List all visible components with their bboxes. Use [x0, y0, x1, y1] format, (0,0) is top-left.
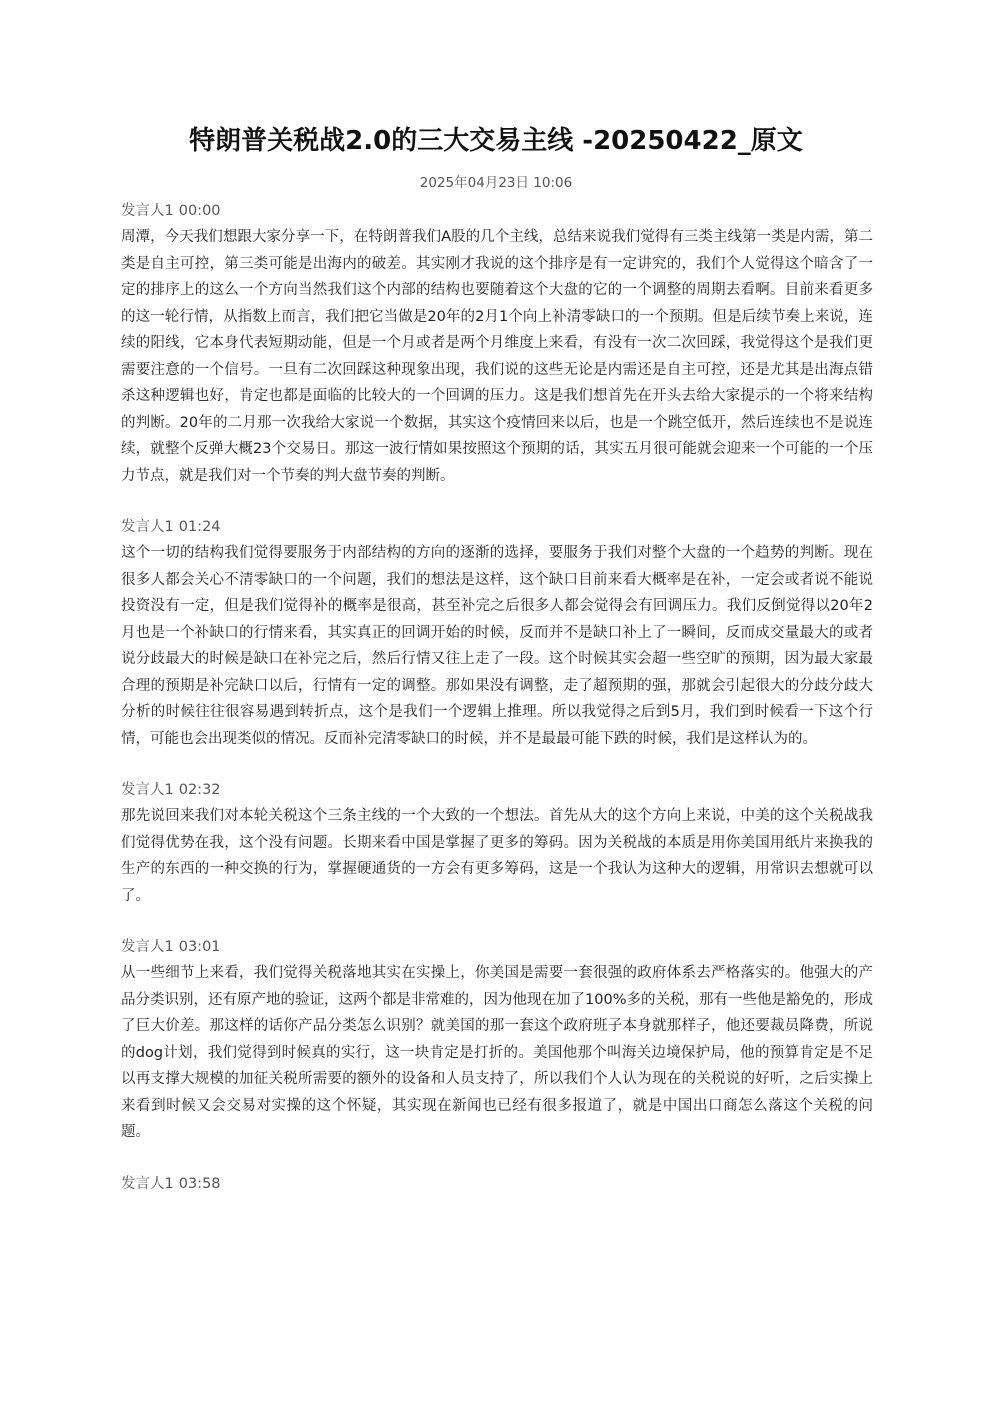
- segment-text: 这个一切的结构我们觉得要服务于内部结构的方向的逐渐的选择，要服务于我们对整个大盘的一个趋势的判断。现在很多人都会关心不清零缺口的一个问题，我们的想法是这样，这个缺口目前来看大概率是在补，一定会或者说不能说投资没有一定，但是我们觉得补的概率是很高，甚至补完之后很多人都会觉得会有回调压力。我们反倒觉得以20年2月也是一个补缺口的行情来看，其实真正的回调开始的时候，反而并不是缺口补上了一瞬间，反而成交量最大的或者说分歧最大的时候是缺口在补完之后，然后行情又往上走了一段。这个时候其实会超一些空旷的预期，因为最大家最合理的预期是补完缺口以后，行情有一定的调整。那如果没有调整，走了超预期的强，那就会引起很大的分歧分歧大分析的时候往往很容易遇到转折点，这个是我们一个逻辑上推理。所以我觉得之后到5月，我们到时候看一下这个行情，可能也会出现类似的情况。反而补完清零缺口的时候，并不是最最可能下跌的时候，我们是这样认为的。: [121, 545, 873, 747]
- speaker-line: [121, 1171, 873, 1197]
- transcript: [121, 198, 873, 1222]
- segment-text: 周潭，今天我们想跟大家分享一下，在特朗普我们A股的几个主线，总结来说我们觉得有三类主线第一类是内需，第二类是自主可控，第三类可能是出海内的破差。其实刚才我说的这个排序是有一定讲究的，我们个人觉得这个暗含了一定的排序上的这么一个方向当然我们这个内部的结构也要随着这个大盘的它的一个调整的周期去看啊。目前来看更多的这一轮行情，从指数上而言，我们把它当做是20年的2月1个向上补清零缺口的一个预期。但是后续节奏上来说，连续的阳线，它本身代表短期动能，但是一个月或者是两个月维度上来看，有没有一次二次回踩，我觉得这个是我们更需要注意的一个信号。一旦有二次回踩这种现象出现，我们说的这些无论是内需还是自主可控，还是尤其是出海点错杀这种逻辑也好，肯定也都是面临的比较大的一个回调的压力。这是我们想首先在开头去给大家提示的一个将来结构的判断。20年的二月那一次我给大家说一个数据，其实这个疫情回来以后，也是一个跳空低开，然后连续也不是说连续，就整个反弹大概23个交易日。那这一波行情如果按照这个预期的话，其实五月很可能就会迎来一个可能的一个压力节点，就是我们对一个节奏的判大盘节奏的判断。: [121, 229, 873, 484]
- speaker-line: [121, 198, 873, 224]
- speaker-line: [121, 777, 873, 803]
- document-date: 2025年04月23日 10:06: [419, 175, 573, 191]
- segment-timestamp: 03:58: [178, 1175, 221, 1192]
- segment-timestamp: 02:32: [178, 782, 221, 798]
- segment-text: 从一些细节上来看，我们觉得关税落地其实在实操上，你美国是需要一套很强的政府体系去严格落实的。他强大的产品分类识别，还有原产地的验证，这两个都是非常难的，因为他现在加了100%多的关税，那有一些他是豁免的，形成了巨大价差。那这样的话你产品分类怎么识别？就美国的那一套这个政府班子本身就那样子，他还要裁员降费，所说的dog计划，我们觉得到时候真的实行，这一块肯定是打折的。美国他那个叫海关边境保护局，他的预算肯定是不足以再支撑大规模的加征关税所需要的额外的设备和人员支持了，所以我们个人认为现在的关税说的好听，之后实操上来看到时候又会交易对实操的这个怀疑，其实现在新闻也已经有很多报道了，就是中国出口商怎么落这个关税的问题。: [121, 965, 873, 1140]
- speaker-name: 发言人1: [121, 203, 174, 219]
- transcript-segment: [121, 934, 873, 1146]
- speaker-name: 发言人1: [121, 1175, 174, 1192]
- segment-timestamp: 00:00: [178, 203, 221, 219]
- transcript-segment: [121, 514, 873, 752]
- segment-text: 那先说回来我们对本轮关税这个三条主线的一个大致的一个想法。首先从大的这个方向上来说，中美的这个关税战我们觉得优势在我，这个没有问题。长期来看中国是掌握了更多的筹码。因为关税战的本质是用你美国用纸片来换我的生产的东西的一种交换的行为，掌握硬通货的一方会有更多筹码，这是一个我认为这种大的逻辑，用常识去想就可以了。: [121, 808, 873, 904]
- speaker-name: 发言人1: [121, 939, 174, 955]
- transcript-segment: [121, 777, 873, 909]
- document-title: 特朗普关税战2.0的三大交易主线 -20250422_原文: [189, 126, 803, 156]
- segment-timestamp: 01:24: [178, 519, 221, 535]
- speaker-name: 发言人1: [121, 519, 174, 535]
- speaker-name: 发言人1: [121, 782, 174, 798]
- speaker-line: [121, 934, 873, 960]
- segment-timestamp: 03:01: [178, 939, 221, 955]
- transcript-segment: [121, 198, 873, 489]
- speaker-line: [121, 514, 873, 540]
- transcript-segment: [121, 1171, 873, 1197]
